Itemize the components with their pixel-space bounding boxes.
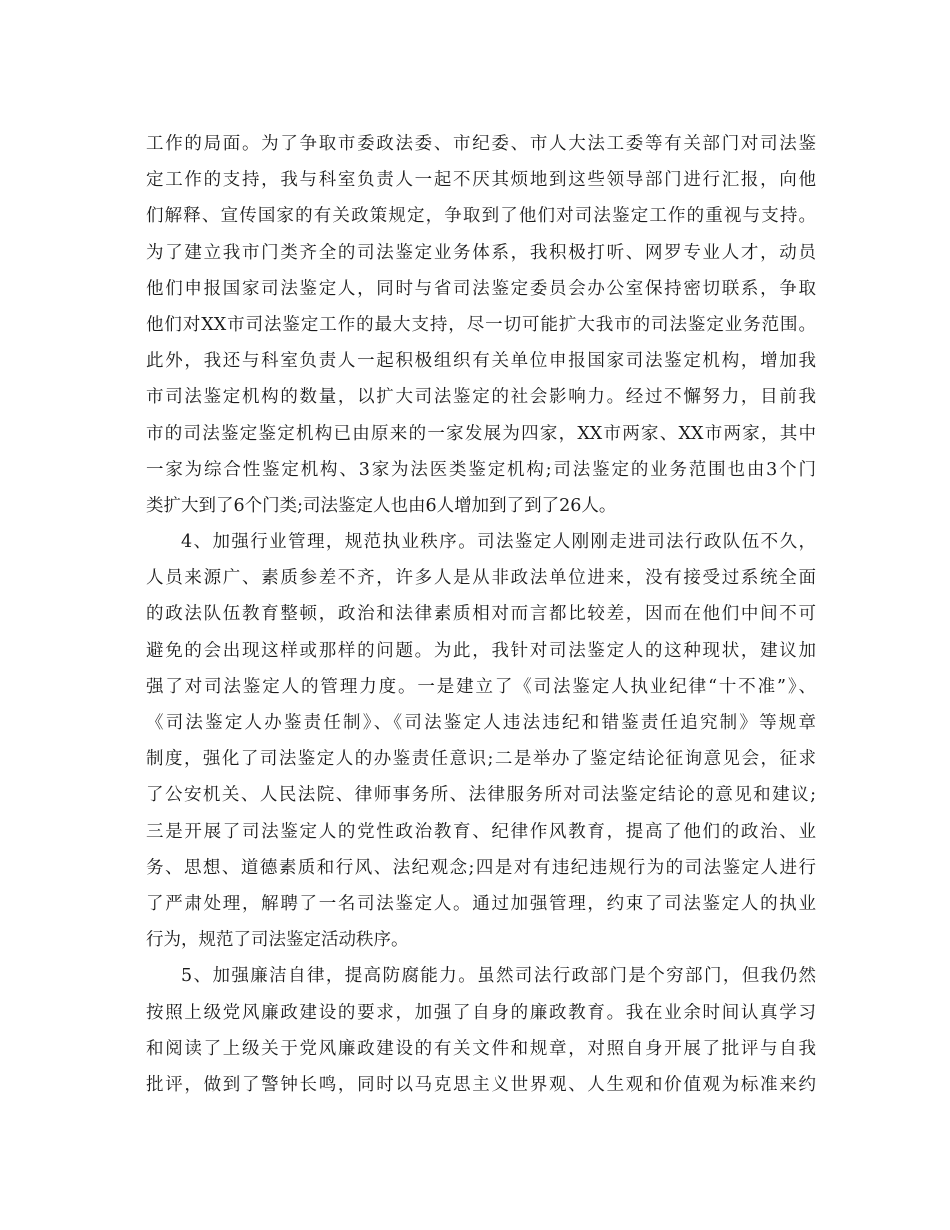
paragraph-2-line-12: 行为，规范了司法鉴定活动秩序。 — [146, 930, 409, 951]
paragraph-1-line-1: 工作的局面。为了争取市委政法委、市纪委、市人大法工委等有关部门对司法鉴 — [146, 134, 816, 154]
paragraph-1-line-10: 一家为综合性鉴定机构、3家为法医类鉴定机构;司法鉴定的业务范围也由3个门 — [146, 459, 816, 480]
paragraph-2-line-6: 《司法鉴定人办鉴责任制》、《司法鉴定人违法违纪和错鉴责任追究制》等规章 — [146, 713, 816, 733]
paragraph-1-line-11: 类扩大到了6个门类;司法鉴定人也由6人增加到了到了26人。 — [146, 495, 617, 516]
document-body — [146, 126, 816, 1103]
paragraph-1-line-3: 们解释、宣传国家的有关政策规定，争取到了他们对司法鉴定工作的重视与支持。 — [146, 206, 816, 227]
paragraph-2-line-1: 4、加强行业管理，规范执业秩序。司法鉴定人刚刚走进司法行政队伍不久， — [181, 532, 816, 553]
paragraph-2-line-11: 了严肃处理，解聘了一名司法鉴定人。通过加强管理，约束了司法鉴定人的执业 — [146, 893, 816, 914]
paragraph-2-line-3: 的政法队伍教育整顿，政治和法律素质相对而言都比较差，因而在他们中间不可 — [146, 604, 816, 625]
paragraph-1-line-6: 他们对XX市司法鉴定工作的最大支持，尽一切可能扩大我市的司法鉴定业务范围。 — [146, 314, 816, 335]
paragraph-3-line-2: 按照上级党风廉政建设的要求，加强了自身的廉政教育。我在业余时间认真学习 — [146, 1002, 816, 1023]
paragraph-1-line-8: 市司法鉴定机构的数量，以扩大司法鉴定的社会影响力。经过不懈努力，目前我 — [146, 387, 816, 408]
paragraph-2-line-5: 强了对司法鉴定人的管理力度。一是建立了《司法鉴定人执业纪律“十不准”》、 — [146, 676, 816, 697]
paragraph-1-line-7: 此外，我还与科室负责人一起积极组织有关单位申报国家司法鉴定机构，增加我 — [146, 351, 816, 372]
paragraph-2-line-9: 三是开展了司法鉴定人的党性政治教育、纪律作风教育，提高了他们的政治、业 — [146, 821, 816, 842]
paragraph-2-line-2: 人员来源广、素质参差不齐，许多人是从非政法单位进来，没有接受过系统全面 — [146, 568, 816, 589]
paragraph-1-line-2: 定工作的支持，我与科室负责人一起不厌其烦地到这些领导部门进行汇报，向他 — [146, 170, 816, 191]
paragraph-1-line-4: 为了建立我市门类齐全的司法鉴定业务体系，我积极打听、网罗专业人才，动员 — [146, 242, 816, 263]
paragraph-2-line-8: 了公安机关、人民法院、律师事务所、法律服务所对司法鉴定结论的意见和建议; — [146, 785, 816, 806]
paragraph-2-line-4: 避免的会出现这样或那样的问题。为此，我针对司法鉴定人的这种现状，建议加 — [146, 640, 816, 661]
paragraph-3-line-4: 批评，做到了警钟长鸣，同时以马克思主义世界观、人生观和价值观为标准来约 — [146, 1074, 816, 1095]
paragraph-1-line-5: 他们申报国家司法鉴定人，同时与省司法鉴定委员会办公室保持密切联系，争取 — [146, 278, 816, 299]
paragraph-3-line-1: 5、加强廉洁自律，提高防腐能力。虽然司法行政部门是个穷部门，但我仍然 — [181, 966, 816, 987]
paragraph-3-line-3: 和阅读了上级关于党风廉政建设的有关文件和规章，对照自身开展了批评与自我 — [146, 1038, 816, 1059]
paragraph-2-line-10: 务、思想、道德素质和行风、法纪观念;四是对有违纪违规行为的司法鉴定人进行 — [146, 857, 816, 878]
paragraph-1-line-9: 市的司法鉴定鉴定机构已由原来的一家发展为四家，XX市两家、XX市两家，其中 — [146, 423, 816, 444]
paragraph-2-line-7: 制度，强化了司法鉴定人的办鉴责任意识;二是举办了鉴定结论征询意见会，征求 — [146, 749, 816, 770]
